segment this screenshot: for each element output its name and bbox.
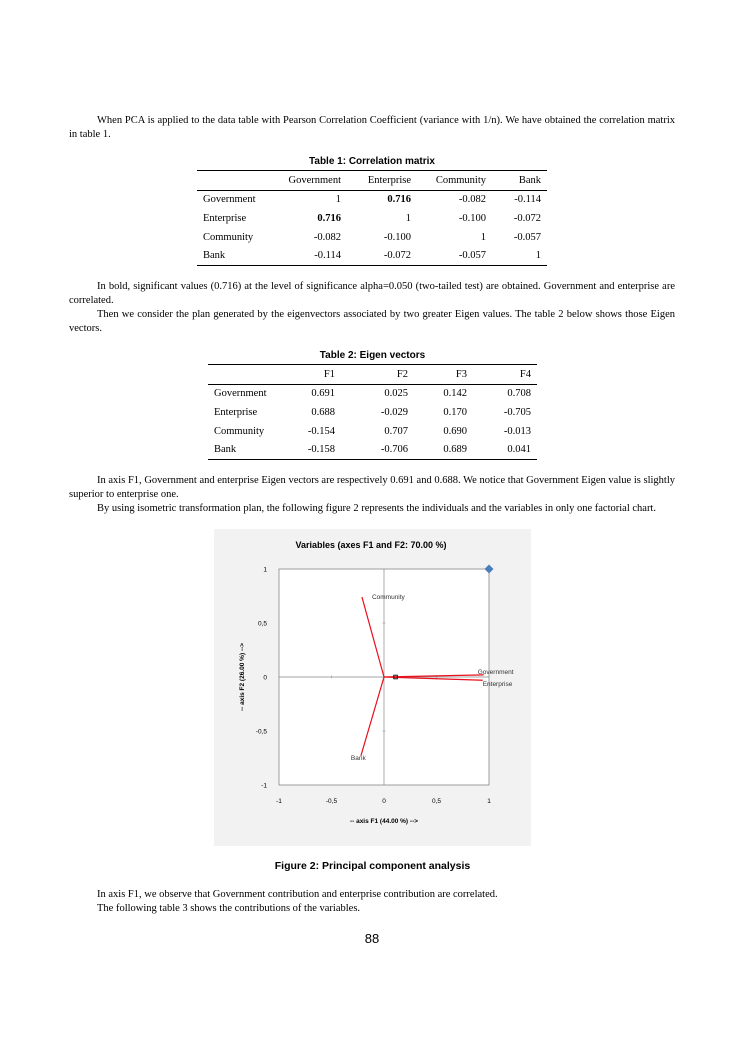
vector-label-community: Community — [371, 594, 405, 602]
table-row: Community -0.154 0.707 0.690 -0.013 — [214, 425, 531, 437]
col-header: Bank — [518, 174, 541, 186]
col-header: Community — [435, 174, 486, 186]
y-tick-label: -0,5 — [255, 728, 267, 736]
x-tick-label: -0,5 — [325, 798, 338, 805]
y-axis-label: -- axis F2 (26.00 %) --> — [239, 642, 246, 712]
significant-value: 0.716 — [387, 194, 411, 206]
significant-value: 0.716 — [317, 212, 341, 224]
pca-variables-chart — [214, 529, 531, 846]
paragraph-significance: In bold, significant values (0.716) at the level of significance alpha=0.050 (two-tailed test) are obtained. Government and enterprise are correlated. — [69, 281, 675, 306]
x-tick-label: 1 — [487, 798, 491, 805]
y-tick-label: 0 — [263, 674, 267, 682]
col-header: Government — [288, 174, 341, 186]
table1-caption: Table 1: Correlation matrix — [309, 156, 435, 167]
y-tick-label: -1 — [261, 782, 267, 790]
x-tick-label: 0 — [382, 798, 386, 805]
table2-caption: Table 2: Eigen vectors — [319, 350, 426, 361]
chart-title: Variables (axes F1 and F2: 70.00 %) — [295, 540, 447, 550]
table-row: Community -0.082 -0.100 1 -0.057 — [203, 231, 541, 243]
page-number: 88 — [364, 931, 380, 946]
chart-svg — [214, 529, 531, 846]
col-header: Enterprise — [367, 174, 411, 186]
vector-label-government: Government — [477, 668, 514, 676]
paragraph-intro: When PCA is applied to the data table with Pearson Correlation Coefficient (variance with 1/n). We have obtained the correlation matrix in table 1. — [69, 115, 675, 140]
y-tick-label: 1 — [263, 566, 267, 574]
table-row: Bank -0.114 -0.072 -0.057 1 — [197, 246, 547, 265]
paragraph-table3: The following table 3 shows the contributions of the variables. — [97, 903, 361, 914]
vector-label-enterprise: Enterprise — [482, 681, 513, 689]
paragraph-contribution: In axis F1, we observe that Government contribution and enterprise contribution are correlated. — [97, 889, 498, 900]
table-header-row — [197, 171, 547, 191]
table-row: Government 0.691 0.025 0.142 0.708 — [214, 388, 531, 400]
x-axis-label: -- axis F1 (44.00 %) --> — [349, 818, 419, 825]
table-row: Bank -0.158 -0.706 0.689 0.041 — [208, 440, 537, 459]
col-header: F4 — [519, 368, 531, 380]
x-tick-label: 0,5 — [431, 798, 442, 805]
paragraph-eigen-plan: Then we consider the plan generated by the eigenvectors associated by two greater Eigen values. The table 2 below shows those Eigen vectors. — [69, 309, 675, 334]
table-row: Enterprise 0.688 -0.029 0.170 -0.705 — [214, 406, 531, 418]
y-tick-label: 0,5 — [257, 620, 267, 628]
col-header: F2 — [396, 368, 408, 380]
paragraph-isometric: By using isometric transformation plan, the following figure 2 represents the individuals and the variables in only one factorial chart. — [97, 503, 656, 514]
col-header: F1 — [323, 368, 335, 380]
x-tick-label: -1 — [276, 798, 282, 805]
table-header-row — [208, 365, 537, 385]
table-row: Enterprise 0.716 1 -0.100 -0.072 — [197, 209, 547, 228]
correlation-table — [197, 170, 547, 266]
eigen-vectors-table — [208, 364, 537, 460]
table-row: Government 1 0.716 -0.082 -0.114 — [197, 190, 547, 209]
col-header: F3 — [455, 368, 467, 380]
figure-caption: Figure 2: Principal component analysis — [274, 860, 471, 872]
paragraph-axis-f1: In axis F1, Government and enterprise Eigen vectors are respectively 0.691 and 0.688. We notice that Government Eigen value is slightly superior to enterprise one. — [69, 475, 675, 500]
vector-label-bank: Bank — [350, 754, 366, 762]
